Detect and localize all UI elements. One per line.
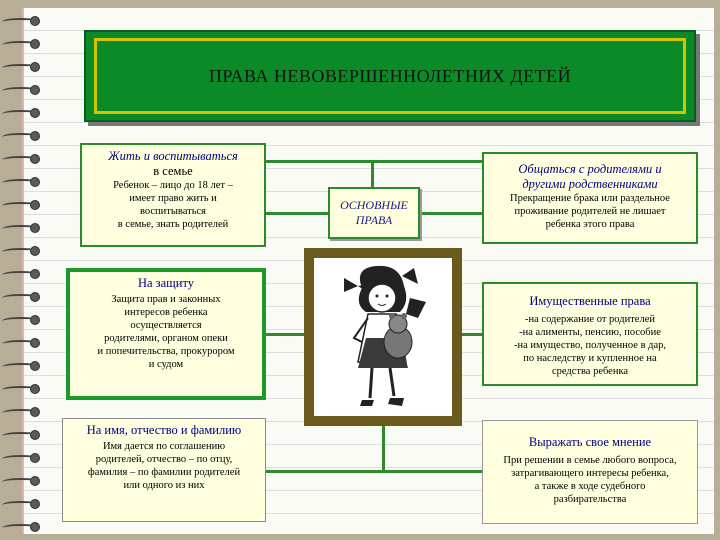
notebook-ring-icon <box>2 451 46 465</box>
notebook-ring-icon <box>2 313 46 327</box>
box-text: Ребенок – лицо до 18 лет – <box>113 180 233 191</box>
title-banner <box>84 30 696 122</box>
connector <box>266 160 372 163</box>
box-text: и судом <box>148 359 184 370</box>
notebook-ring-icon <box>2 129 46 143</box>
box-heading: Жить и воспитываться <box>108 149 238 163</box>
connector <box>462 333 482 336</box>
notebook-ring-icon <box>2 336 46 350</box>
notebook-ring-icon <box>2 14 46 28</box>
box-text: -на содержание от родителей <box>525 314 655 325</box>
notebook-ring-icon <box>2 382 46 396</box>
box-text: -на имущество, полученное в дар, <box>513 340 667 351</box>
connector <box>266 470 482 473</box>
box-text: а также в ходе судебного <box>534 481 646 492</box>
box-heading: На имя, отчество и фамилию <box>86 423 242 437</box>
box-text: проживание родителей не лишает <box>514 206 666 217</box>
right-box-live-in-family <box>80 143 266 247</box>
notebook-ring-icon <box>2 428 46 442</box>
notebook-ring-icon <box>2 152 46 166</box>
box-text: родителей, отчество – по отцу, <box>95 454 233 465</box>
notebook-ring-icon <box>2 83 46 97</box>
box-text: -на алименты, пенсию, пособие <box>519 327 661 338</box>
right-box-opinion <box>482 420 698 524</box>
box-text: в семье, знать родителей <box>117 219 229 230</box>
notebook-ring-icon <box>2 221 46 235</box>
image-frame <box>304 248 462 426</box>
box-heading: Общаться с родителями и <box>518 162 662 176</box>
box-text: разбирательства <box>553 494 627 505</box>
center-line-1: ОСНОВНЫЕ <box>340 198 408 212</box>
page-title: ПРАВА НЕВОВЕРШЕННОЛЕТНИХ ДЕТЕЙ <box>208 65 572 86</box>
connector <box>266 212 330 215</box>
notebook-ring-icon <box>2 106 46 120</box>
box-text: интересов ребенка <box>124 307 208 318</box>
connector <box>382 426 385 472</box>
box-heading: Имущественные права <box>529 294 651 308</box>
box-text: средства ребенка <box>551 366 629 377</box>
notebook-ring-icon <box>2 267 46 281</box>
right-box-protection <box>66 268 266 400</box>
box-text: Защита прав и законных <box>111 294 221 305</box>
box-text: фамилия – по фамилии родителей <box>87 467 241 478</box>
box-text: затрагивающего интересы ребенка, <box>511 468 669 479</box>
notebook-ring-icon <box>2 175 46 189</box>
box-text: осуществляется <box>130 320 202 331</box>
box-text: родителями, органом опеки <box>104 333 228 344</box>
connector <box>372 160 484 163</box>
box-subheading: в семье <box>153 164 193 178</box>
box-text: Прекращение брака или раздельное <box>510 193 670 204</box>
title-frame <box>94 38 686 114</box>
notebook-ring-icon <box>2 290 46 304</box>
notebook-ring-icon <box>2 198 46 212</box>
box-text: по наследству и купленное на <box>523 353 657 364</box>
connector <box>266 333 306 336</box>
girl-with-teddy-bear-illustration <box>314 258 452 416</box>
box-text: имеет право жить и <box>129 193 217 204</box>
notebook-ring-icon <box>2 520 46 534</box>
notebook-ring-icon <box>2 497 46 511</box>
right-box-name <box>62 418 266 522</box>
box-text: ребенка этого права <box>545 219 635 230</box>
notebook-ring-icon <box>2 405 46 419</box>
box-text: или одного из них <box>123 480 205 491</box>
notebook-ring-icon <box>2 474 46 488</box>
notebook-ring-icon <box>2 37 46 51</box>
center-line-2: ПРАВА <box>355 213 393 227</box>
box-heading: Выражать свое мнение <box>528 435 652 449</box>
right-box-communicate <box>482 152 698 244</box>
notebook-ring-icon <box>2 60 46 74</box>
box-text: При решении в семье любого вопроса, <box>503 455 677 466</box>
box-text: Имя дается по соглашению <box>102 441 226 452</box>
notebook-ring-icon <box>2 359 46 373</box>
box-heading: На защиту <box>137 276 195 290</box>
box-text: и попечительства, прокурором <box>97 346 235 357</box>
right-box-property <box>482 282 698 386</box>
connector <box>371 160 374 188</box>
box-text: воспитываться <box>139 206 206 217</box>
notebook-ring-icon <box>2 244 46 258</box>
connector <box>419 212 483 215</box>
box-subheading: другими родственниками <box>522 177 658 191</box>
basic-rights-box <box>328 187 420 239</box>
